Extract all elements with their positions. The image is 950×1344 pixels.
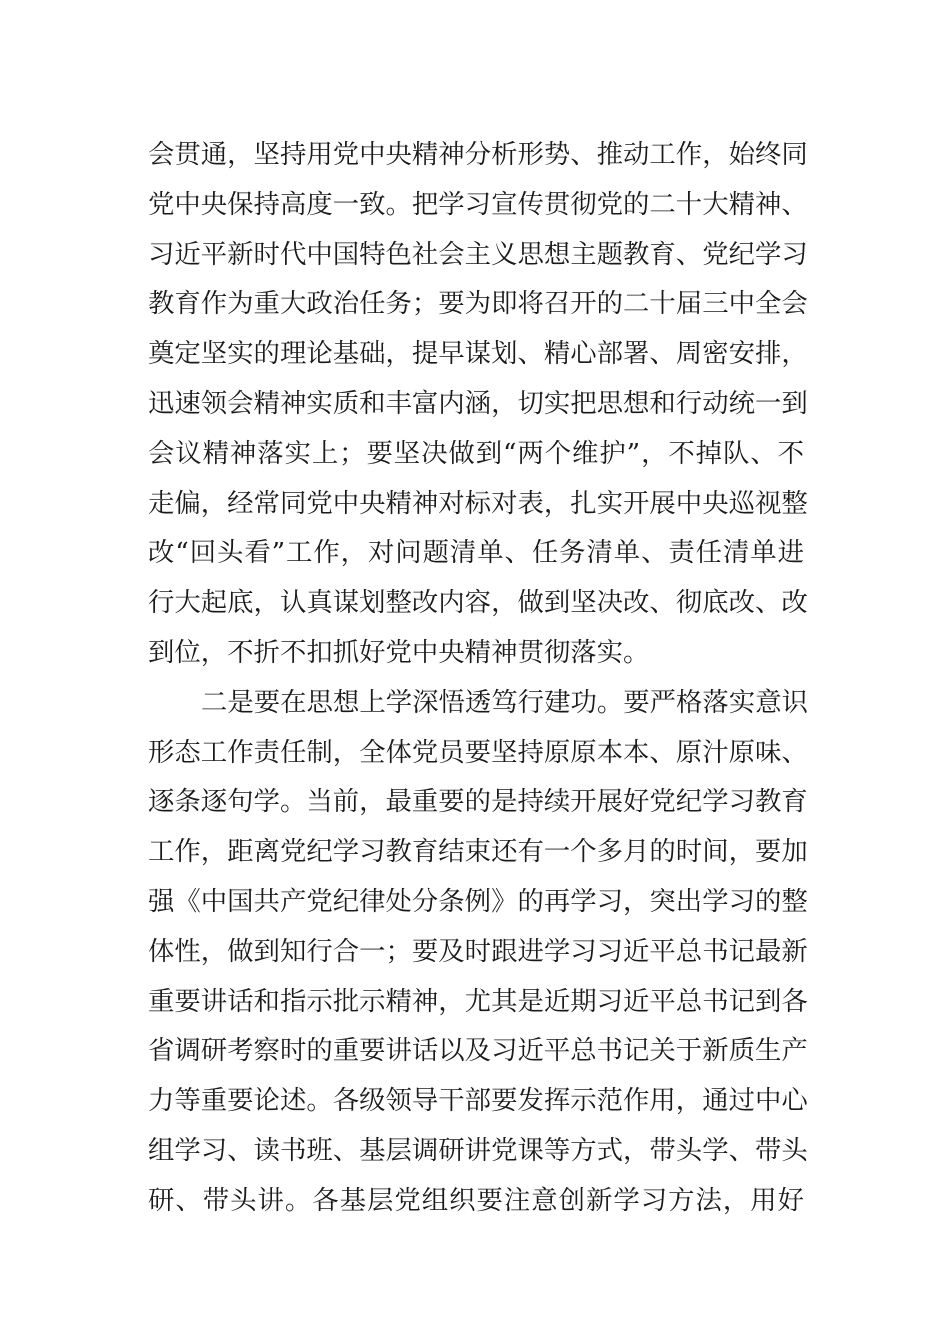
text-line: 教育作为重大政治任务；要为即将召开的二十届三中全会: [148, 288, 808, 320]
text-line: 奠定坚实的理论基础，提早谋划、精心部署、周密安排，: [148, 338, 808, 370]
document-body: [148, 130, 808, 1226]
text-line: 到位，不折不扣抓好党中央精神贯彻落实。: [148, 636, 650, 668]
text-line: 改“回头看”工作，对问题清单、任务清单、责任清单进: [148, 537, 804, 569]
text-line: 体性，做到知行合一；要及时跟进学习习近平总书记最新: [148, 935, 808, 967]
text-line: 逐条逐句学。当前，最重要的是持续开展好党纪学习教育: [148, 786, 808, 818]
text-line: 行大起底，认真谋划整改内容，做到坚决改、彻底改、改: [148, 587, 808, 619]
text-line: 会贯通，坚持用党中央精神分析形势、推动工作，始终同: [148, 139, 808, 170]
text-line: 会议精神落实上；要坚决做到“两个维护”，不掉队、不: [148, 437, 804, 469]
text-line: 党中央保持高度一致。把学习宣传贯彻党的二十大精神、: [148, 188, 808, 220]
text-line: 迅速领会精神实质和丰富内涵，切实把思想和行动统一到: [148, 387, 808, 419]
text-line: 省调研考察时的重要讲话以及习近平总书记关于新质生产: [148, 1035, 808, 1067]
text-line: 研、带头讲。各基层党组织要注意创新学习方法，用好: [148, 1184, 804, 1216]
text-line: 重要讲话和指示批示精神，尤其是近期习近平总书记到各: [148, 985, 808, 1017]
text-line: 力等重要论述。各级领导干部要发挥示范作用，通过中心: [148, 1085, 808, 1117]
paragraph-start-line: 二是要在思想上学深悟透笃行建功。要严格落实意识: [201, 686, 808, 718]
text-line: 形态工作责任制，全体党员要坚持原原本本、原汁原味、: [148, 736, 808, 768]
text-line: 组学习、读书班、基层调研讲党课等方式，带头学、带头: [148, 1134, 808, 1166]
text-line: 强《中国共产党纪律处分条例》的再学习，突出学习的整: [148, 885, 808, 917]
text-line: 工作，距离党纪学习教育结束还有一个多月的时间，要加: [148, 836, 808, 868]
text-line: 习近平新时代中国特色社会主义思想主题教育、党纪学习: [148, 238, 808, 270]
text-line: 走偏，经常同党中央精神对标对表，扎实开展中央巡视整: [148, 487, 808, 519]
